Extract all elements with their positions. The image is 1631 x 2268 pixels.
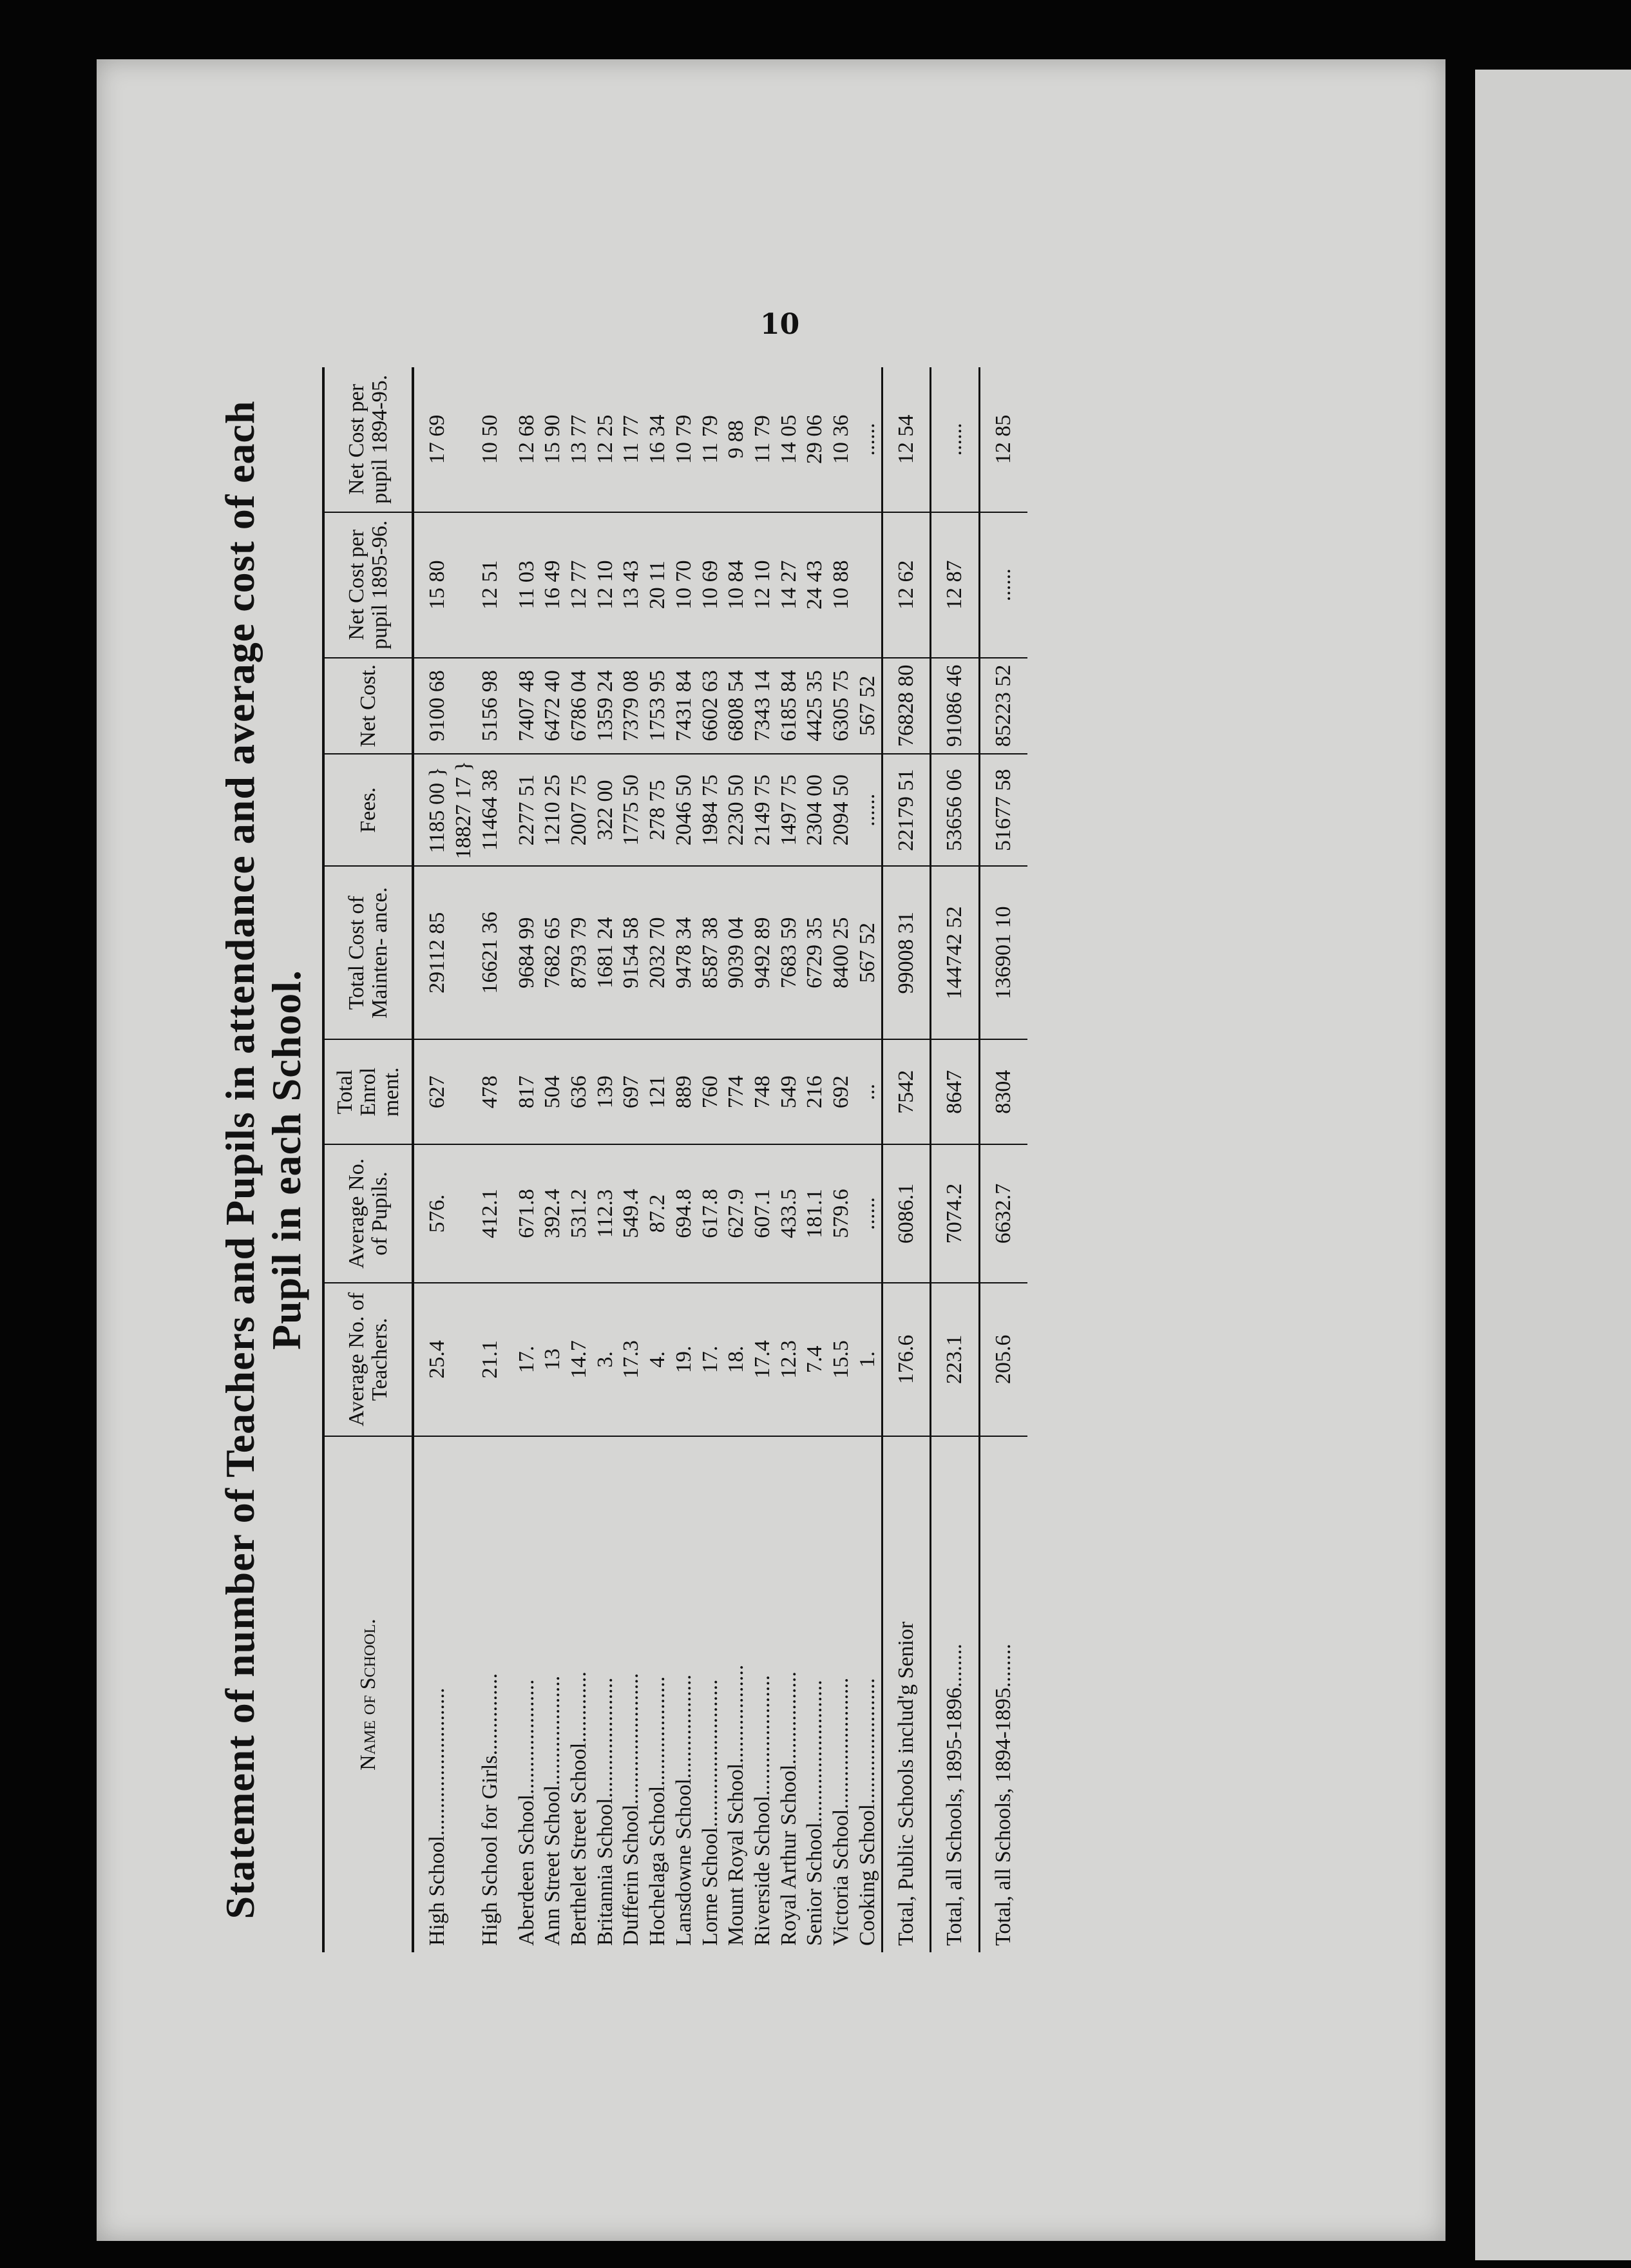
table-row [855,367,882,1952]
cell-name: Ann Street School.................... [540,1675,565,1946]
cell-ncpp95: 11 77 [618,367,645,512]
cell-ncpp96: 10 69 [698,512,724,658]
table-row [776,367,803,1952]
cell-ncpp96: 14 27 [776,512,803,658]
cell-ncpp95: 17 69 [413,367,451,512]
cell-fees: 1210 25 [540,754,566,866]
cell-pupils: 392.4 [540,1144,566,1282]
cell-enrol: 8647 [931,1039,980,1144]
cell-fees: 2149 75 [750,754,776,866]
cell-ncpp96: 10 88 [828,512,855,658]
cell-ncpp96: 12 77 [566,512,593,658]
cell-teachers: 4. [645,1283,671,1436]
col-net-cost: Net Cost. [323,658,413,754]
cell-enrol [451,1039,477,1144]
col-fees: Fees. [323,754,413,866]
total-row [980,367,1027,1952]
cell-net: 6786 04 [566,658,593,754]
cell-net: 6808 54 [723,658,750,754]
cell-cost: 16621 36 [477,866,504,1039]
cell-pupils: 7074.2 [931,1144,980,1282]
cell-ncpp96 [451,512,477,658]
cell-name: Berthelet Street School............. [567,1671,591,1946]
header-row [323,367,413,1952]
cell-teachers: 17.3 [618,1283,645,1436]
table-row [477,367,504,1952]
cell-net: 76828 80 [882,658,931,754]
school-statistics-table [322,367,1027,1952]
table-row [451,367,477,1952]
cell-fees: 322 00 [593,754,619,866]
cell-pupils: 694.8 [671,1144,698,1282]
cell-ncpp96: 10 84 [723,512,750,658]
cell-ncpp95: 16 34 [645,367,671,512]
cell-ncpp95: 11 79 [698,367,724,512]
cell-net: 91086 46 [931,658,980,754]
cell-ncpp95: 14 05 [776,367,803,512]
cell-cost: 9154 58 [618,866,645,1039]
cell-ncpp95: 10 36 [828,367,855,512]
cell-ncpp95 [451,367,477,512]
cell-pupils: 627.9 [723,1144,750,1282]
col-net-cost-per-pupil-1895-96: Net Cost per pupil 1895-96. [323,512,413,658]
cell-fees: 2007 75 [566,754,593,866]
cell-enrol: 697 [618,1039,645,1144]
cell-fees: 278 75 [645,754,671,866]
cell-name: Lansdowne School................... [671,1674,696,1946]
cell-fees: 1497 75 [776,754,803,866]
table-row [671,367,698,1952]
cell-enrol: 8304 [980,1039,1027,1144]
cell-ncpp96: 12 62 [882,512,931,658]
cell-ncpp95: 12 54 [882,367,931,512]
cell-teachers: 223.1 [931,1283,980,1436]
cell-net: 5156 98 [477,658,504,754]
col-net-cost-per-pupil-1894-95: Net Cost per pupil 1894-95. [323,367,413,512]
cell-cost: 9492 89 [750,866,776,1039]
cell-pupils: 617.8 [698,1144,724,1282]
cell-name: Mount Royal School.................. [724,1664,749,1946]
cell-enrol: 549 [776,1039,803,1144]
cell-pupils [451,1144,477,1282]
cell-name: Britannia School...................... [593,1677,617,1946]
cell-net: 6305 75 [828,658,855,754]
cell-cost: 7683 59 [776,866,803,1039]
cell-enrol: ... [855,1039,882,1144]
cell-teachers: 21.1 [477,1283,504,1436]
cell-pupils: 607.1 [750,1144,776,1282]
cell-ncpp95: 29 06 [802,367,828,512]
rotated-table-block [217,367,1222,1952]
title-line-2: Pupil in each School. [263,970,309,1350]
cell-name: High School........................... [425,1687,450,1946]
cell-teachers: 19. [671,1283,698,1436]
cell-pupils: 181.1 [802,1144,828,1282]
table-row [504,367,540,1952]
cell-name: Lorne School........................... [698,1679,722,1946]
cell-fees: 1185 00 } [413,754,451,866]
cell-fees: 11464 38 [477,754,504,866]
cell-net: 9100 68 [413,658,451,754]
cell-cost: 8793 79 [566,866,593,1039]
table-row [593,367,619,1952]
cell-net: 7431 84 [671,658,698,754]
cell-fees: 2094 50 [828,754,855,866]
cell-fees: 2277 51 [504,754,540,866]
cell-fees: 51677 58 [980,754,1027,866]
table-body [413,367,1027,1952]
cell-teachers: 1. [855,1283,882,1436]
cell-ncpp96: 15 80 [413,512,451,658]
cell-enrol: 504 [540,1039,566,1144]
col-total-enrolment: Total Enrol ment. [323,1039,413,1144]
cell-cost: 144742 52 [931,866,980,1039]
cell-net: 7379 08 [618,658,645,754]
cell-enrol: 748 [750,1039,776,1144]
cell-net: 567 52 [855,658,882,754]
cell-net: 85223 52 [980,658,1027,754]
cell-ncpp96: 12 10 [593,512,619,658]
cell-ncpp96: 12 87 [931,512,980,658]
cell-enrol: 692 [828,1039,855,1144]
cell-ncpp96 [855,512,882,658]
cell-teachers: 7.4 [802,1283,828,1436]
cell-cost [451,866,477,1039]
cell-fees: 1775 50 [618,754,645,866]
cell-cost: 1681 24 [593,866,619,1039]
cell-name: Dufferin School........................ [619,1673,644,1946]
cell-name: Victoria School........................ [829,1677,854,1946]
cell-enrol: 139 [593,1039,619,1144]
cell-teachers: 17. [698,1283,724,1436]
cell-ncpp95: 15 90 [540,367,566,512]
cell-net: 6602 63 [698,658,724,754]
cell-net: 4425 35 [802,658,828,754]
cell-net: 6185 84 [776,658,803,754]
cell-ncpp95: 12 68 [504,367,540,512]
cell-net: 6472 40 [540,658,566,754]
cell-teachers: 12.3 [776,1283,803,1436]
cell-ncpp96: 13 43 [618,512,645,658]
cell-pupils: 671.8 [504,1144,540,1282]
cell-fees: 2304 00 [802,754,828,866]
cell-ncpp96: 10 70 [671,512,698,658]
cell-teachers [451,1283,477,1436]
cell-enrol: 478 [477,1039,504,1144]
cell-ncpp95: 12 25 [593,367,619,512]
cell-fees: 1984 75 [698,754,724,866]
col-avg-teachers: Average No. of Teachers. [323,1283,413,1436]
table-title [217,367,309,1952]
cell-name: Total, Public Schools includ'g Senior [882,1436,931,1952]
cell-cost: 8400 25 [828,866,855,1039]
cell-name: Total, all Schools, 1895-1896........ [931,1436,980,1952]
cell-ncpp95: 13 77 [566,367,593,512]
table-row [802,367,828,1952]
cell-fees: ...... [855,754,882,866]
cell-cost: 9039 04 [723,866,750,1039]
table-row [723,367,750,1952]
cell-fees: 2230 50 [723,754,750,866]
col-name-of-school: Name of School. [323,1436,413,1952]
cell-enrol: 216 [802,1039,828,1144]
cell-cost: 136901 10 [980,866,1027,1039]
cell-cost: 2032 70 [645,866,671,1039]
cell-cost: 9684 99 [504,866,540,1039]
cell-ncpp95: 12 85 [980,367,1027,512]
page-number: 10 [760,308,800,341]
cell-name: Aberdeen School..................... [514,1679,539,1946]
cell-teachers: 176.6 [882,1283,931,1436]
cell-teachers: 205.6 [980,1283,1027,1436]
table-row [618,367,645,1952]
cell-teachers: 17.4 [750,1283,776,1436]
cell-name: High School for Girls............... [477,1673,502,1946]
cell-pupils: 531.2 [566,1144,593,1282]
cell-enrol: 121 [645,1039,671,1144]
cell-pupils: 6632.7 [980,1144,1027,1282]
cell-cost: 7682 65 [540,866,566,1039]
cell-pupils: 549.4 [618,1144,645,1282]
col-avg-pupils: Average No. of Pupils. [323,1144,413,1282]
cell-name: Total, all Schools, 1894-1895........ [980,1436,1027,1952]
cell-teachers: 18. [723,1283,750,1436]
cell-pupils: ...... [855,1144,882,1282]
cell-pupils: 112.3 [593,1144,619,1282]
table-row [645,367,671,1952]
cell-pupils: 412.1 [477,1144,504,1282]
cell-fees: 22179 51 [882,754,931,866]
title-line-1: Statement of number of Teachers and Pupils in attendance and average cost of each [217,400,263,1919]
cell-ncpp95: 10 79 [671,367,698,512]
cell-ncpp96: 16 49 [540,512,566,658]
cell-fees: 18827 17 } [451,754,477,866]
cell-name: Riverside School...................... [750,1675,775,1946]
cell-cost: 6729 35 [802,866,828,1039]
cell-enrol: 760 [698,1039,724,1144]
cell-ncpp95: 9 88 [723,367,750,512]
cell-cost: 9478 34 [671,866,698,1039]
cell-name: Hochelaga School.................... [645,1676,670,1946]
total-row [931,367,980,1952]
cell-ncpp96: 12 51 [477,512,504,658]
cell-cost: 567 52 [855,866,882,1039]
cell-ncpp95: 10 50 [477,367,504,512]
cell-pupils: 579.6 [828,1144,855,1282]
cell-enrol: 7542 [882,1039,931,1144]
cell-teachers: 13 [540,1283,566,1436]
table-row [828,367,855,1952]
cell-ncpp95: ...... [931,367,980,512]
cell-ncpp96: 20 11 [645,512,671,658]
cell-fees: 2046 50 [671,754,698,866]
cell-pupils: 6086.1 [882,1144,931,1282]
cell-pupils: 576. [413,1144,451,1282]
cell-teachers: 25.4 [413,1283,451,1436]
cell-name: Senior School.......................... [803,1680,827,1946]
cell-cost: 99008 31 [882,866,931,1039]
table-row [566,367,593,1952]
col-total-cost: Total Cost of Mainten- ance. [323,866,413,1039]
facing-page-edge [1475,70,1631,2260]
cell-enrol: 627 [413,1039,451,1144]
cell-net [451,658,477,754]
cell-ncpp96: 12 10 [750,512,776,658]
cell-ncpp95: ...... [855,367,882,512]
cell-name [451,1436,477,1952]
cell-ncpp96: 11 03 [504,512,540,658]
cell-enrol: 774 [723,1039,750,1144]
table-row [413,367,451,1952]
cell-teachers: 3. [593,1283,619,1436]
cell-enrol: 636 [566,1039,593,1144]
table-row [698,367,724,1952]
cell-net: 1753 95 [645,658,671,754]
cell-ncpp95: 11 79 [750,367,776,512]
cell-ncpp96: 24 43 [802,512,828,658]
table-row [750,367,776,1952]
cell-teachers: 17. [504,1283,540,1436]
cell-enrol: 889 [671,1039,698,1144]
cell-fees: 53656 06 [931,754,980,866]
total-row [882,367,931,1952]
cell-cost: 8587 38 [698,866,724,1039]
table-row [540,367,566,1952]
cell-pupils: 433.5 [776,1144,803,1282]
cell-net: 7343 14 [750,658,776,754]
cell-name: Royal Arthur School................. [776,1671,801,1946]
cell-cost: 29112 85 [413,866,451,1039]
cell-net: 1359 24 [593,658,619,754]
cell-enrol: 817 [504,1039,540,1144]
cell-net: 7407 48 [504,658,540,754]
cell-teachers: 15.5 [828,1283,855,1436]
cell-name: Cooking School....................... [855,1678,879,1946]
cell-pupils: 87.2 [645,1144,671,1282]
cell-teachers: 14.7 [566,1283,593,1436]
cell-ncpp96: ...... [980,512,1027,658]
